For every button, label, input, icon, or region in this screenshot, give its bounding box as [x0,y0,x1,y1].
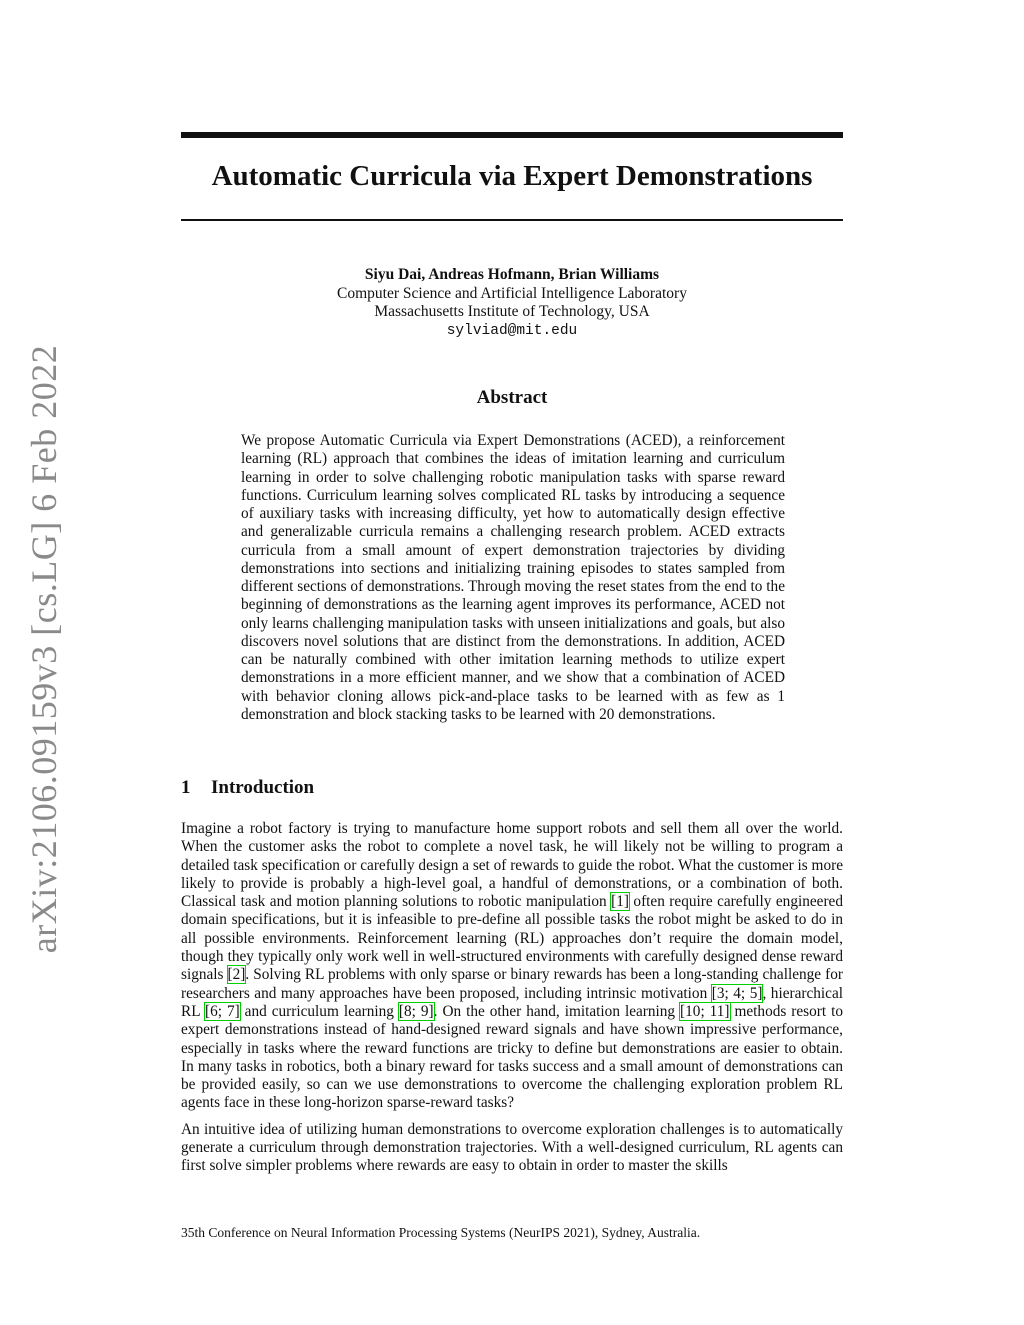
intro-text: and curriculum learning [239,1002,399,1020]
citation-link[interactable]: [1] [611,893,629,911]
intro-body [181,820,843,1184]
author-names: Siyu Dai, Andreas Hofmann, Brian Williams [364,266,660,283]
conference-footer: 35th Conference on Neural Information Processing Systems (NeurIPS 2021), Sydney, Australia. [181,1225,701,1240]
title-rule-top [181,132,843,138]
section-heading [181,777,314,799]
abstract-text: We propose Automatic Curricula via Expert Demonstrations (ACED), a reinforcement learning (RL) approach that combines the ideas of imitation learning and curriculum learning in order to solve challenging robotic manipulation tasks with sparse reward functions. Curriculum learning solves complicated RL tasks by introducing a sequence of auxiliary tasks with increasing difficulty, yet how to automatically design effective and generalizable curricula remains a challenging research problem. ACED extracts curricula from a small amount of expert demonstration trajectories by dividing demonstrations into sections and initializing training episodes to states sampled from different sections of demonstrations. Through moving the reset states from the end to the beginning of demonstrations as the learning agent improves its performance, ACED not only learns challenging manipulation tasks with unseen initializations and goals, but also discovers novel solutions that are distinct from the demonstrations. In addition, ACED can be naturally combined with other imitation learning methods to utilize expert demonstrations in a more efficient manner, and we show that a combination of ACED with behavior cloning allows pick-and-place tasks to be learned with as few as 1 demonstration and block stacking tasks to be learned with 20 demonstrations. [241,432,785,723]
paper-title: Automatic Curricula via Expert Demonstrations [211,160,813,192]
title-rule-bottom [181,219,843,221]
intro-text: . On the other hand, imitation learning [433,1002,681,1020]
author-block [181,266,843,340]
author-institute: Massachusetts Institute of Technology, USA [374,303,650,320]
intro-text: methods resort to expert demonstrations instead of hand-designed reward signals and have shown impressive performance, especially in tasks where the reward functions are tricky to define but demonstrations are easier to obtain. In many tasks in robotics, both a binary reward for tasks success and a small amount of demonstrations can be provided easily, so can we use demonstrations to overcome the challenging exploration problem RL agents face in these long-horizon sparse-reward tasks? [181,1002,843,1112]
intro-text: , hierarchical RL [181,984,843,1020]
author-email[interactable]: sylviad@mit.edu [446,322,578,339]
abstract-heading: Abstract [476,387,548,408]
arxiv-stamp: arXiv:2106.09159v3 [cs.LG] 6 Feb 2022 [24,344,64,954]
intro-text: . Solving RL problems with only sparse or binary rewards has been a long-standing challenge for researchers and many approaches have been proposed, including intrinsic motivation [181,966,843,1002]
intro-paragraph [181,820,843,1113]
section-title: Introduction [211,777,315,798]
citation-link[interactable]: [2] [227,966,246,984]
author-lab: Computer Science and Artificial Intelligence Laboratory [337,284,687,302]
intro-text: often require carefully engineered domain specifications, but it is infeasible to pre-define all possible tasks the robot might be asked to do in all possible environments. Reinforcement learning (RL) approaches don’t require the domain model, though they typically only work well in well-structured environments with carefully designed dense reward signals [181,893,843,984]
section-number: 1 [181,777,191,798]
intro-text: Imagine a robot factory is trying to manufacture home support robots and sell them all over the world. When the customer asks the robot to complete a novel task, he will likely not be willing to program a detailed task specification or carefully design a set of rewards to guide the robot. What the customer is more likely to provide is probably a high-level goal, a handful of demonstrations, or a combination of both. Classical task and motion planning solutions to robotic manipulation [181,820,843,911]
intro-paragraph-2: An intuitive idea of utilizing human demonstrations to overcome exploration challenges is to automatically generate a curriculum through demonstration trajectories. With a well-designed curriculum, RL agents can first solve simpler problems where rewards are easy to obtain in order to master the skills [181,1120,843,1175]
citation-link[interactable]: [10; 11] [680,1002,730,1020]
citation-link[interactable]: [3; 4; 5] [711,984,763,1002]
citation-link[interactable]: [6; 7] [204,1002,240,1020]
citation-link[interactable]: [8; 9] [398,1002,434,1020]
